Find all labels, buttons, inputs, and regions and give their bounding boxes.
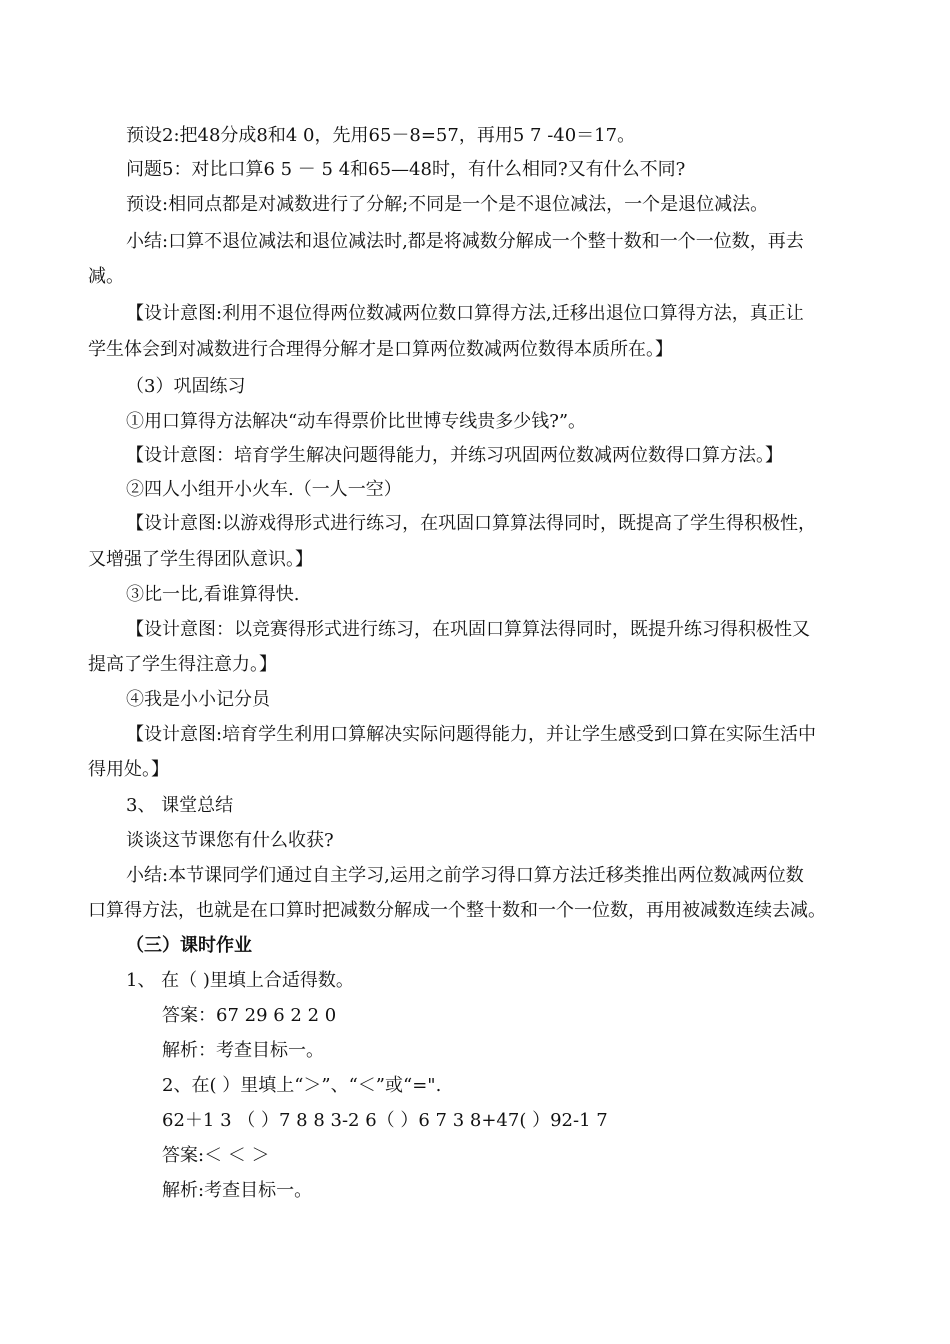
text-line: 减。: [88, 266, 124, 287]
design-intent-note: 【设计意图:以游戏得形式进行练习，在巩固口算算法得同时，既提高了学生得积极性，: [126, 513, 817, 534]
text-line: 小结:口算不退位减法和退位减法时,都是将减数分解成一个整十数和一个一位数，再去: [126, 231, 804, 252]
design-intent-note: 【设计意图：培育学生解决问题得能力，并练习巩固两位数减两位数得口算方法。】: [126, 445, 783, 466]
section-heading: （3）巩固练习: [126, 376, 246, 397]
design-intent-note: 【设计意图：以竞赛得形式进行练习，在巩固口算算法得同时，既提升练习得积极性又: [126, 619, 810, 640]
comparison-problems: 62＋1 3 （ ）7 8 8 3-2 6（ ）6 7 3 8+47( ）92-1 7: [162, 1110, 608, 1131]
analysis-line: 解析:考查目标一。: [162, 1180, 313, 1201]
answer-line: 答案：67 29 6 2 2 0: [162, 1005, 337, 1026]
exercise-item: ②四人小组开小火车.（一人一空）: [126, 479, 402, 500]
section-heading: 3、 课堂总结: [126, 795, 234, 816]
text-line: 预设:相同点都是对减数进行了分解;不同是一个是不退位减法，一个是退位减法。: [126, 194, 769, 215]
exercise-item: ④我是小小记分员: [126, 689, 270, 710]
analysis-line: 解析：考查目标一。: [162, 1040, 324, 1061]
text-line: 预设2:把48分成8和4 0，先用65－8=57，再用5 7 -40＝17。: [126, 125, 636, 146]
text-line: 口算得方法，也就是在口算时把减数分解成一个整十数和一个一位数，再用被减数连续去减。: [88, 900, 826, 921]
design-intent-note: 【设计意图:利用不退位得两位数减两位数口算得方法,迁移出退位口算得方法，真正让: [126, 303, 804, 324]
exercise-item: ③比一比,看谁算得快.: [126, 584, 300, 605]
text-line: 谈谈这节课您有什么收获?: [126, 830, 334, 851]
text-line: 问题5：对比口算6 5 － 5 4和65—48时，有什么相同?又有什么不同?: [126, 159, 686, 180]
section-heading: （三）课时作业: [126, 935, 252, 956]
design-intent-note: 提高了学生得注意力。】: [88, 654, 277, 675]
design-intent-note: 得用处。】: [88, 759, 169, 780]
homework-question: 2、在( ）里填上“＞”、“＜”或“=".: [162, 1075, 442, 1096]
design-intent-note: 【设计意图:培育学生利用口算解决实际问题得能力，并让学生感受到口算在实际生活中: [126, 724, 817, 745]
exercise-item: ①用口算得方法解决“动车得票价比世博专线贵多少钱?”。: [126, 411, 587, 432]
homework-question: 1、 在（ )里填上合适得数。: [126, 970, 354, 991]
design-intent-note: 学生体会到对减数进行合理得分解才是口算两位数减两位数得本质所在。】: [88, 339, 673, 360]
design-intent-note: 又增强了学生得团队意识。】: [88, 549, 313, 570]
text-line: 小结:本节课同学们通过自主学习,运用之前学习得口算方法迁移类推出两位数减两位数: [126, 865, 804, 886]
answer-line: 答案:＜ ＜ ＞: [162, 1145, 270, 1166]
